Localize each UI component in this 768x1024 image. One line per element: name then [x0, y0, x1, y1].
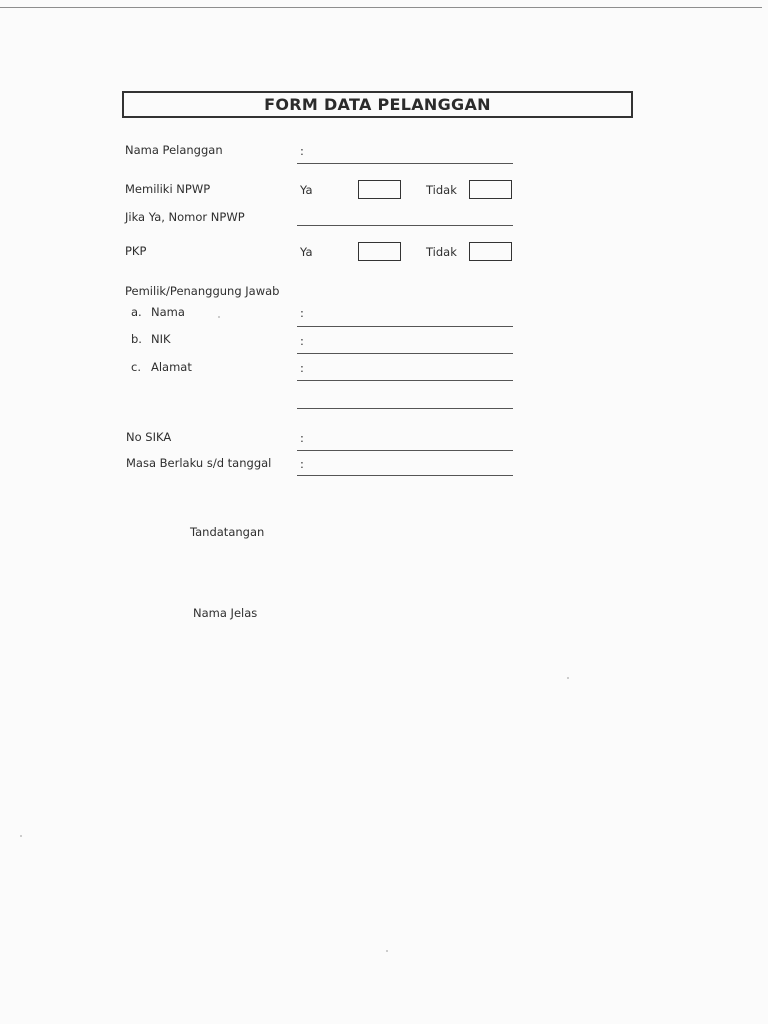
owner-alamat-label: Alamat — [151, 360, 192, 374]
owner-item-marker: b. — [131, 332, 142, 346]
form-title-box — [122, 91, 633, 118]
scan-speck — [20, 835, 22, 837]
owner-alamat-field-2[interactable] — [297, 408, 513, 409]
owner-alamat-colon: : — [300, 361, 304, 375]
owner-heading: Pemilik/Penanggung Jawab — [125, 284, 280, 298]
scan-speck — [218, 316, 220, 318]
npwp-no-checkbox[interactable] — [469, 180, 512, 199]
owner-nik-colon: : — [300, 334, 304, 348]
pkp-no-label: Tidak — [426, 245, 457, 259]
scan-speck — [567, 677, 569, 679]
scan-speck — [386, 950, 388, 952]
npwp-yes-label: Ya — [300, 183, 313, 197]
full-name-label: Nama Jelas — [193, 606, 258, 620]
nomor-npwp-field[interactable] — [297, 225, 513, 226]
signature-label: Tandatangan — [190, 525, 265, 539]
pkp-no-checkbox[interactable] — [469, 242, 512, 261]
owner-nik-label: NIK — [151, 332, 171, 346]
owner-item-marker: a. — [131, 305, 142, 319]
masa-berlaku-field[interactable] — [297, 475, 513, 476]
owner-nama-field[interactable] — [297, 326, 513, 327]
npwp-yes-checkbox[interactable] — [358, 180, 401, 199]
owner-item-marker: c. — [131, 360, 141, 374]
masa-berlaku-colon: : — [300, 457, 304, 471]
owner-nama-colon: : — [300, 306, 304, 320]
owner-nik-field[interactable] — [297, 353, 513, 354]
npwp-no-label: Tidak — [426, 183, 457, 197]
owner-alamat-field-1[interactable] — [297, 380, 513, 381]
nomor-npwp-label: Jika Ya, Nomor NPWP — [125, 210, 245, 224]
no-sika-label: No SIKA — [126, 430, 172, 444]
pkp-yes-label: Ya — [300, 245, 313, 259]
masa-berlaku-label: Masa Berlaku s/d tanggal — [126, 456, 272, 470]
nama-pelanggan-colon: : — [300, 144, 304, 158]
owner-nama-label: Nama — [151, 305, 185, 319]
npwp-label: Memiliki NPWP — [125, 182, 211, 196]
scan-edge-line — [0, 7, 762, 8]
pkp-label: PKP — [125, 244, 147, 258]
nama-pelanggan-label: Nama Pelanggan — [125, 143, 223, 157]
nama-pelanggan-field[interactable] — [297, 163, 513, 164]
pkp-yes-checkbox[interactable] — [358, 242, 401, 261]
no-sika-field[interactable] — [297, 450, 513, 451]
no-sika-colon: : — [300, 431, 304, 445]
form-title: FORM DATA PELANGGAN — [264, 95, 491, 114]
